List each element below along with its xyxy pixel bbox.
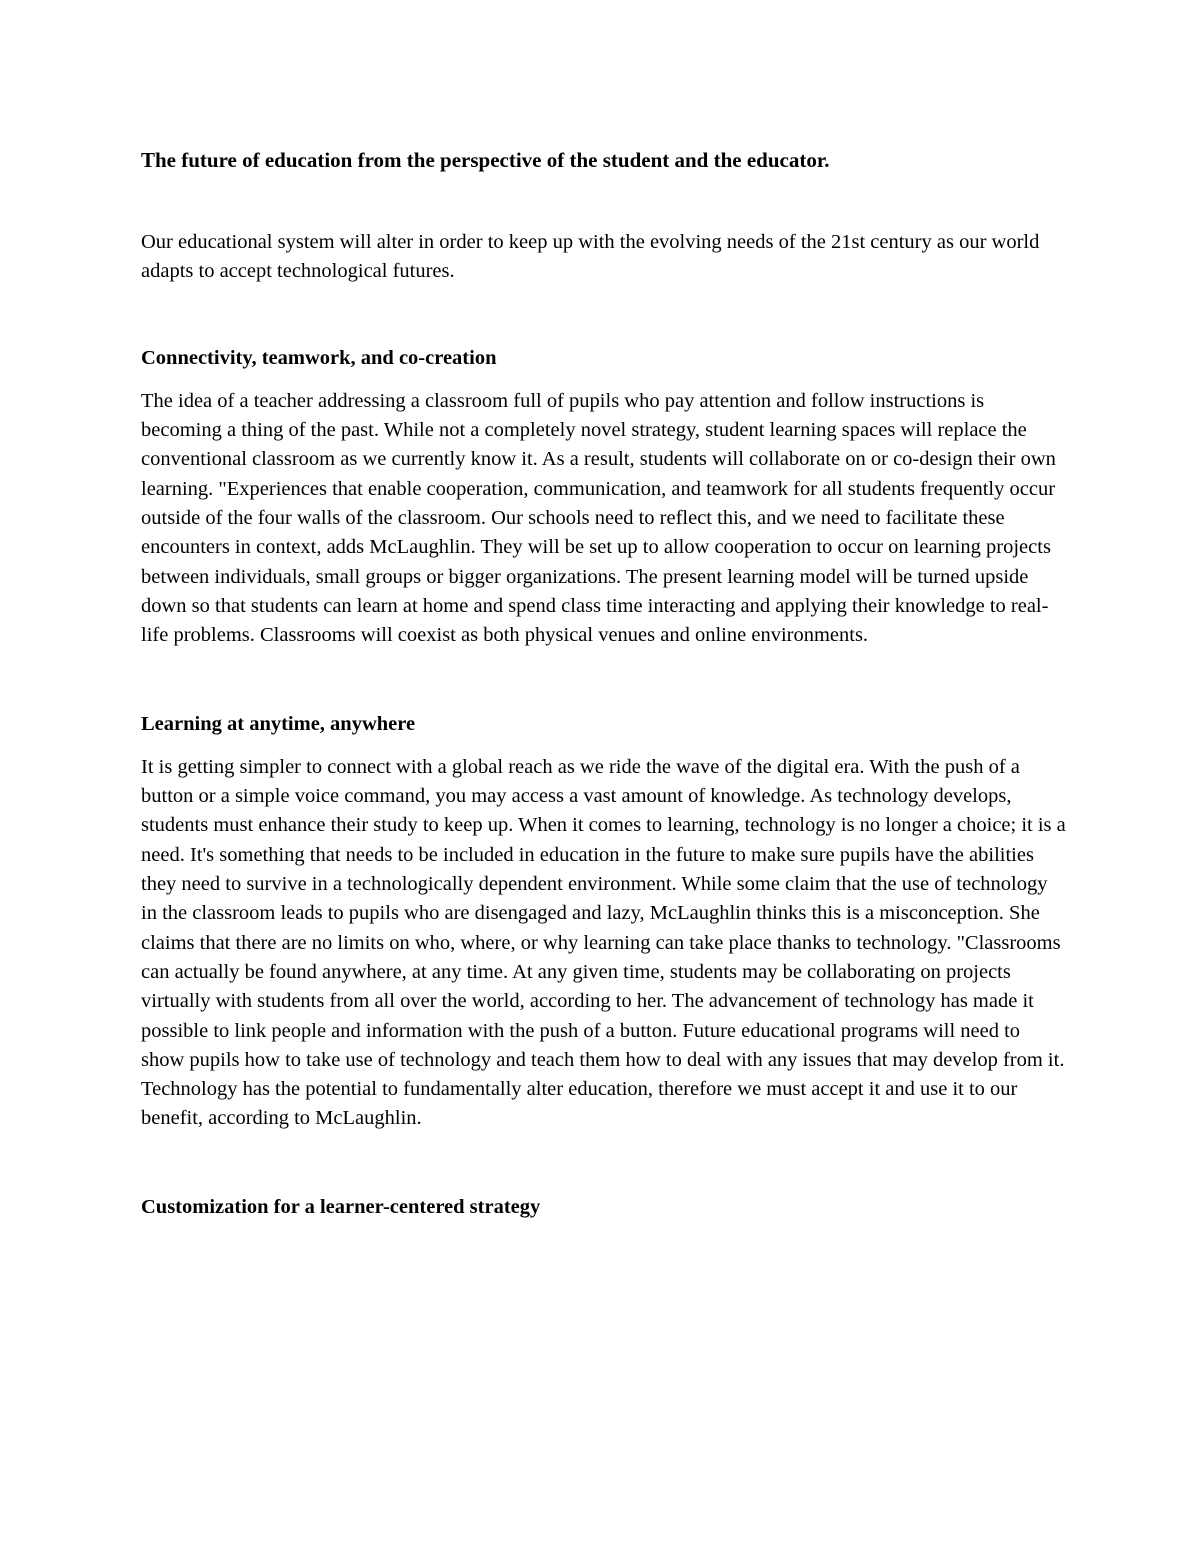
section-body-learning-anytime: It is getting simpler to connect with a global reach as we ride the wave of the digital era. With the push of a button or a simple voice command, you may access a vast amount of knowledge. As technology develops, students must enhance their study to keep up. When it comes to learning, technology is no longer a choice; it is a need. It's something that needs to be included in education in the future to make sure pupils have the abilities they need to survive in a technologically dependent environment. While some claim that the use of technology in the classroom leads to pupils who are disengaged and lazy, McLaughlin thinks this is a misconception. She claims that there are no limits on who, where, or why learning can take place thanks to technology. "Classrooms can actually be found anywhere, at any time. At any given time, students may be collaborating on projects virtually with students from all over the world, according to her. The advancement of technology has made it possible to link people and information with the push of a button. Future educational programs will need to show pupils how to take use of technology and teach them how to deal with any issues that may develop from it. Technology has the potential to fundamentally alter education, therefore we must accept it and use it to our benefit, according to McLaughlin. [141, 755, 1066, 1130]
section-heading-customization: Customization for a learner-centered strategy [141, 1195, 541, 1218]
document-content [141, 140, 1066, 1222]
intro-paragraph: Our educational system will alter in order to keep up with the evolving needs of the 21st century as our world adapts to accept technological futures. [141, 231, 1040, 283]
section-heading-connectivity: Connectivity, teamwork, and co-creation [141, 346, 497, 369]
section-body-connectivity: The idea of a teacher addressing a classroom full of pupils who pay attention and follow instructions is becoming a thing of the past. While not a completely novel strategy, student learning spaces will replace the conventional classroom as we currently know it. As a result, students will collaborate on or co-design their own learning. "Experiences that enable cooperation, communication, and teamwork for all students frequently occur outside of the four walls of the classroom. Our schools need to reflect this, and we need to facilitate these encounters in context, adds McLaughlin. They will be set up to allow cooperation to occur on learning projects between individuals, small groups or bigger organizations. The present learning model will be turned upside down so that students can learn at home and spend class time interacting and applying their knowledge to real-life problems. Classrooms will coexist as both physical venues and online environments. [141, 389, 1056, 647]
document-title: The future of education from the perspective of the student and the educator. [141, 148, 830, 172]
section-heading-learning-anytime: Learning at anytime, anywhere [141, 712, 416, 735]
